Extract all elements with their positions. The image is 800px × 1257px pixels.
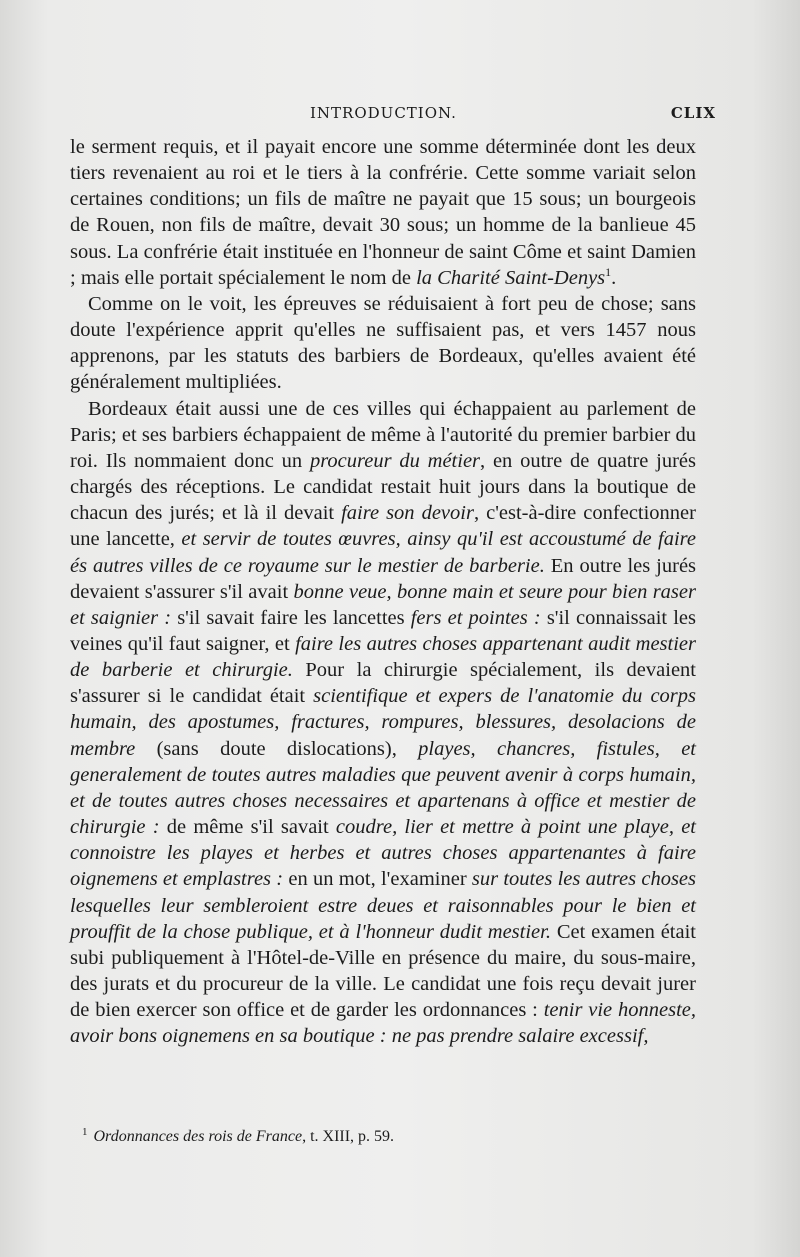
p3-text-e: s'il savait faire les lancettes (177, 606, 405, 629)
p3-text-h: (sans doute dislocations), (156, 737, 397, 760)
p3-italic-11: tenir vie honneste, avoir bons oignemens en sa boutique : ne pas prendre salaire excessif, (70, 999, 696, 1048)
p3-text-l: Cet examen était subi publiquement à l'Hôtel-de-Ville en présence du maire, du sous-maire, des jurats et du procureur de la ville. Le candidat une fois reçu devait jurer de bien exercer son office et de garder les ordonnances : (70, 920, 696, 1022)
footnote-citation: , t. XIII, p. 59. (302, 1128, 395, 1145)
footnote-reference[interactable]: 1 (605, 264, 612, 279)
p3-text-d: En outre les jurés devaient s'assurer s'il avait (70, 554, 697, 603)
body-text (70, 134, 696, 1049)
p3-italic-9: coudre, lier et mettre à point une playe, et connoistre les playes et herbes et autres choses appartenantes à faire oignemens et emplastres : (70, 816, 696, 891)
p3-italic-7: scientifique et expers de l'anatomie du corps humain, des apostumes, fractures, rompures, blessures, desolacions de membre (70, 685, 697, 760)
p3-text-g: Pour la chirurgie spécialement, ils devaient s'assurer si le candidat était (70, 659, 696, 708)
p3-text-k: en un mot, l'examiner (288, 868, 467, 891)
paragraph-1 (70, 134, 696, 291)
p3-text-f: s'il connaissait les veines qu'il faut saigner, et (70, 606, 696, 655)
p3-italic-6: faire les autres choses appartenant audit mestier de barberie et chirurgie. (70, 632, 696, 682)
p3-italic-4: bonne veue, bonne main et seure pour bien raser et saignier : (70, 580, 696, 629)
running-head (70, 104, 716, 128)
footnote (82, 1125, 682, 1146)
paragraph-2: Comme on le voit, les épreuves se réduisaient à fort peu de chose; sans doute l'expérience apprit qu'elles ne suffisaient pas, et vers 1457 nous apprenons, par les statuts des barbiers de Bordeaux, qu'elles avaient été généralement multipliées. (70, 292, 696, 394)
running-title: INTRODUCTION. (310, 104, 457, 122)
footnote-number: 1 (82, 1125, 88, 1138)
footnote-title: Ordonnances des rois de France (93, 1128, 303, 1145)
page-number: CLIX (670, 104, 716, 122)
p3-text-c: , c'est-à-dire confectionner une lancette, (70, 502, 696, 551)
p3-text-a: Bordeaux était aussi une de ces villes qui échappaient au parlement de Paris; et ses barbiers échappaient de même à l'autorité du premier barbier du roi. Ils nommaient donc un (70, 397, 696, 472)
p3-italic-2: faire son devoir (341, 502, 474, 525)
p3-italic-3: et servir de toutes œuvres, ainsy qu'il est accoustumé de faire és autres villes de ce royaume sur le mestier de barberie. (70, 528, 696, 577)
p3-italic-1: procureur du métier (309, 449, 481, 472)
p3-italic-10: sur toutes les autres choses lesquelles leur sembleroient estre deues et raisonnables pour le bien et prouffit de la chose publique, et à l'honneur dudit mestier. (70, 868, 696, 943)
paragraph-3 (70, 396, 696, 1050)
p3-text-b: , en outre de quatre jurés chargés des réceptions. Le candidat restait huit jours dans la boutique de chacun des jurés; et là il devait (70, 449, 697, 525)
p3-italic-8: playes, chancres, fistules, et generalement de toutes autres maladies que peuvent avenir à corps humain, et de toutes autres choses necessaires et apartenans à office et mestier de chirurgie : (70, 737, 696, 839)
paragraph-1-end: . (611, 266, 617, 289)
p3-text-j: de même s'il savait (166, 816, 329, 839)
p3-italic-5: fers et pointes : (410, 606, 541, 629)
paragraph-1-italic: la Charité Saint-Denys (416, 266, 606, 289)
paragraph-1-text: le serment requis, et il payait encore une somme déterminée dont les deux tiers revenaient au roi et le tiers à la confrérie. Cette somme variait selon certaines conditions; un fils de maître ne payait que 15 sous; un bourgeois de Rouen, non fils de maître, devait 30 sous; un homme de la banlieue 45 sous. La confrérie était instituée en l'honneur de saint Côme et saint Damien ; mais elle portait spécialement le nom de (70, 136, 696, 289)
